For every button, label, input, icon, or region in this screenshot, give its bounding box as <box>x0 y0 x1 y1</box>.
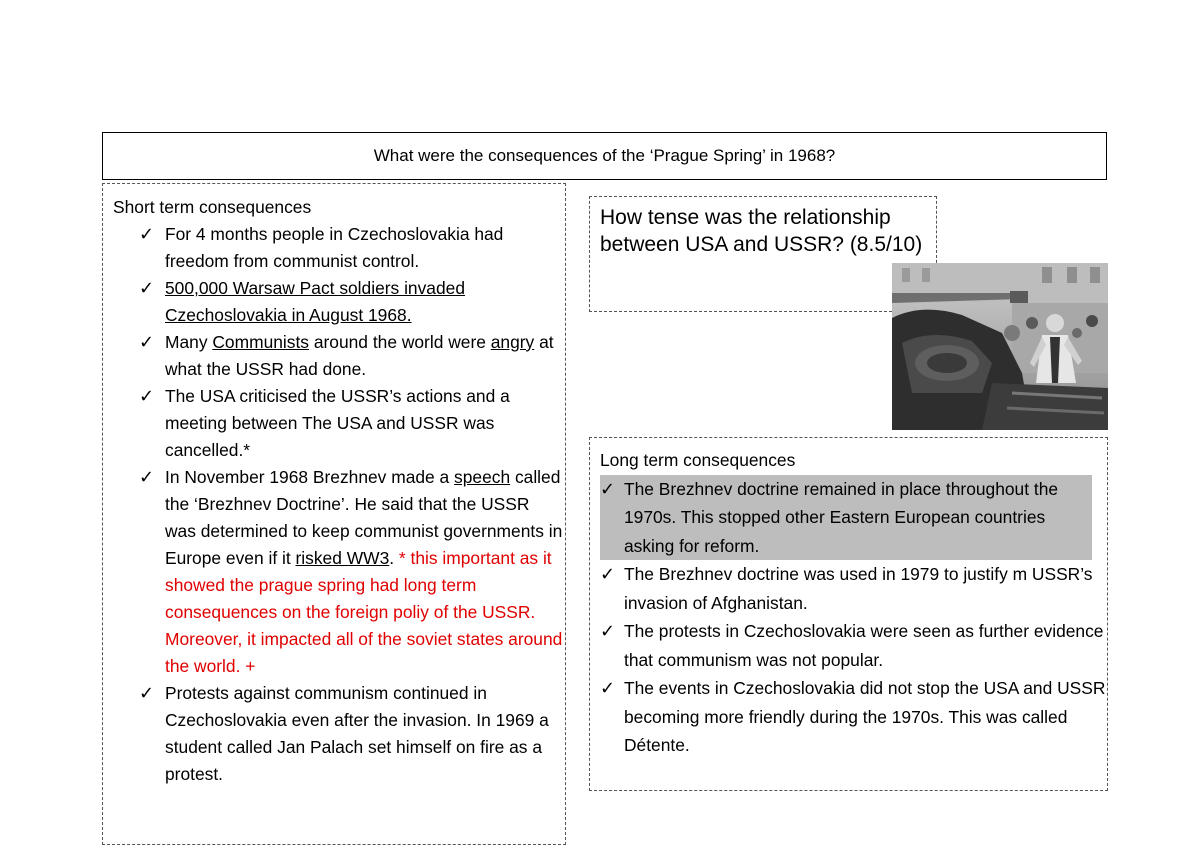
prague-1968-photo <box>892 263 1108 430</box>
list-item <box>113 329 565 383</box>
list-item-text: The USA criticised the USSR’s actions and a meeting between The USA and USSR was cancelled.* <box>165 386 510 460</box>
underlined-word: Communists <box>212 332 309 352</box>
underlined-word: risked WW3 <box>295 548 390 568</box>
tension-question: How tense was the relationship between USA and USSR? (8.5/10) <box>600 206 923 256</box>
checkmark-icon: ✓ <box>139 386 155 406</box>
list-item-highlighted <box>600 475 1092 561</box>
list-item <box>113 383 565 464</box>
list-item <box>600 560 1107 617</box>
list-item-text-part: Many <box>165 332 213 352</box>
underlined-word: angry <box>490 332 535 352</box>
checkmark-icon: ✓ <box>600 564 616 584</box>
list-item-text: For 4 months people in Czechoslovakia had freedom from communist control. <box>165 224 504 271</box>
long-term-box <box>589 437 1108 791</box>
underlined-word: speech <box>454 467 511 487</box>
list-item-text: The events in Czechoslovakia did not stop the USA and USSR becoming more friendly during the 1970s. This was called Détente. <box>624 678 1106 755</box>
checkmark-icon: ✓ <box>139 683 155 703</box>
list-item-text-part: around the world were <box>309 332 491 352</box>
tension-question-box <box>589 196 937 312</box>
short-term-list <box>113 221 565 788</box>
list-item-text-part: . <box>389 548 399 568</box>
red-annotation: * this important as it showed the prague spring had long term consequences on the foreign poliy of the USSR. Moreover, it impacted all of the soviet states around the world. + <box>165 548 563 676</box>
list-item <box>113 680 565 788</box>
checkmark-icon: ✓ <box>139 467 155 487</box>
list-item-text: The Brezhnev doctrine was used in 1979 to justify m USSR’s invasion of Afghanistan. <box>624 564 1093 613</box>
photo-illustration <box>892 263 1108 430</box>
list-item-text-part: at what the USSR had done. <box>165 332 554 379</box>
checkmark-icon: ✓ <box>600 678 616 698</box>
list-item-text-part: In November 1968 Brezhnev made a <box>165 467 455 487</box>
long-term-list <box>600 475 1107 760</box>
list-item <box>600 617 1107 674</box>
short-term-box <box>102 183 566 845</box>
list-item-text: Protests against communism continued in Czechoslovakia even after the invasion. In 1969 a student called Jan Palach set himself on fire as a protest. <box>165 683 549 784</box>
list-item-text: The protests in Czechoslovakia were seen as further evidence that communism was not popular. <box>624 621 1104 670</box>
list-item <box>600 674 1107 760</box>
list-item-text: 500,000 Warsaw Pact soldiers invaded Czechoslovakia in August 1968. <box>165 278 465 325</box>
checkmark-icon: ✓ <box>139 224 155 244</box>
checkmark-icon: ✓ <box>600 621 616 641</box>
checkmark-icon: ✓ <box>600 478 616 499</box>
list-item <box>113 464 565 680</box>
list-item-text-part: called the ‘Brezhnev Doctrine’. He said that the USSR was determined to keep communist governments in Europe even if it <box>165 467 563 568</box>
list-item-text: The Brezhnev doctrine remained in place throughout the 1970s. This stopped other Eastern European countries asking for reform. <box>624 478 1059 556</box>
list-item <box>113 221 565 275</box>
short-term-heading: Short term consequences <box>113 197 312 217</box>
page-title <box>102 132 1107 180</box>
title-text: What were the consequences of the ‘Prague Spring’ in 1968? <box>373 146 836 165</box>
checkmark-icon: ✓ <box>139 278 155 298</box>
list-item <box>113 275 565 329</box>
checkmark-icon: ✓ <box>139 332 155 352</box>
long-term-heading: Long term consequences <box>600 450 796 470</box>
